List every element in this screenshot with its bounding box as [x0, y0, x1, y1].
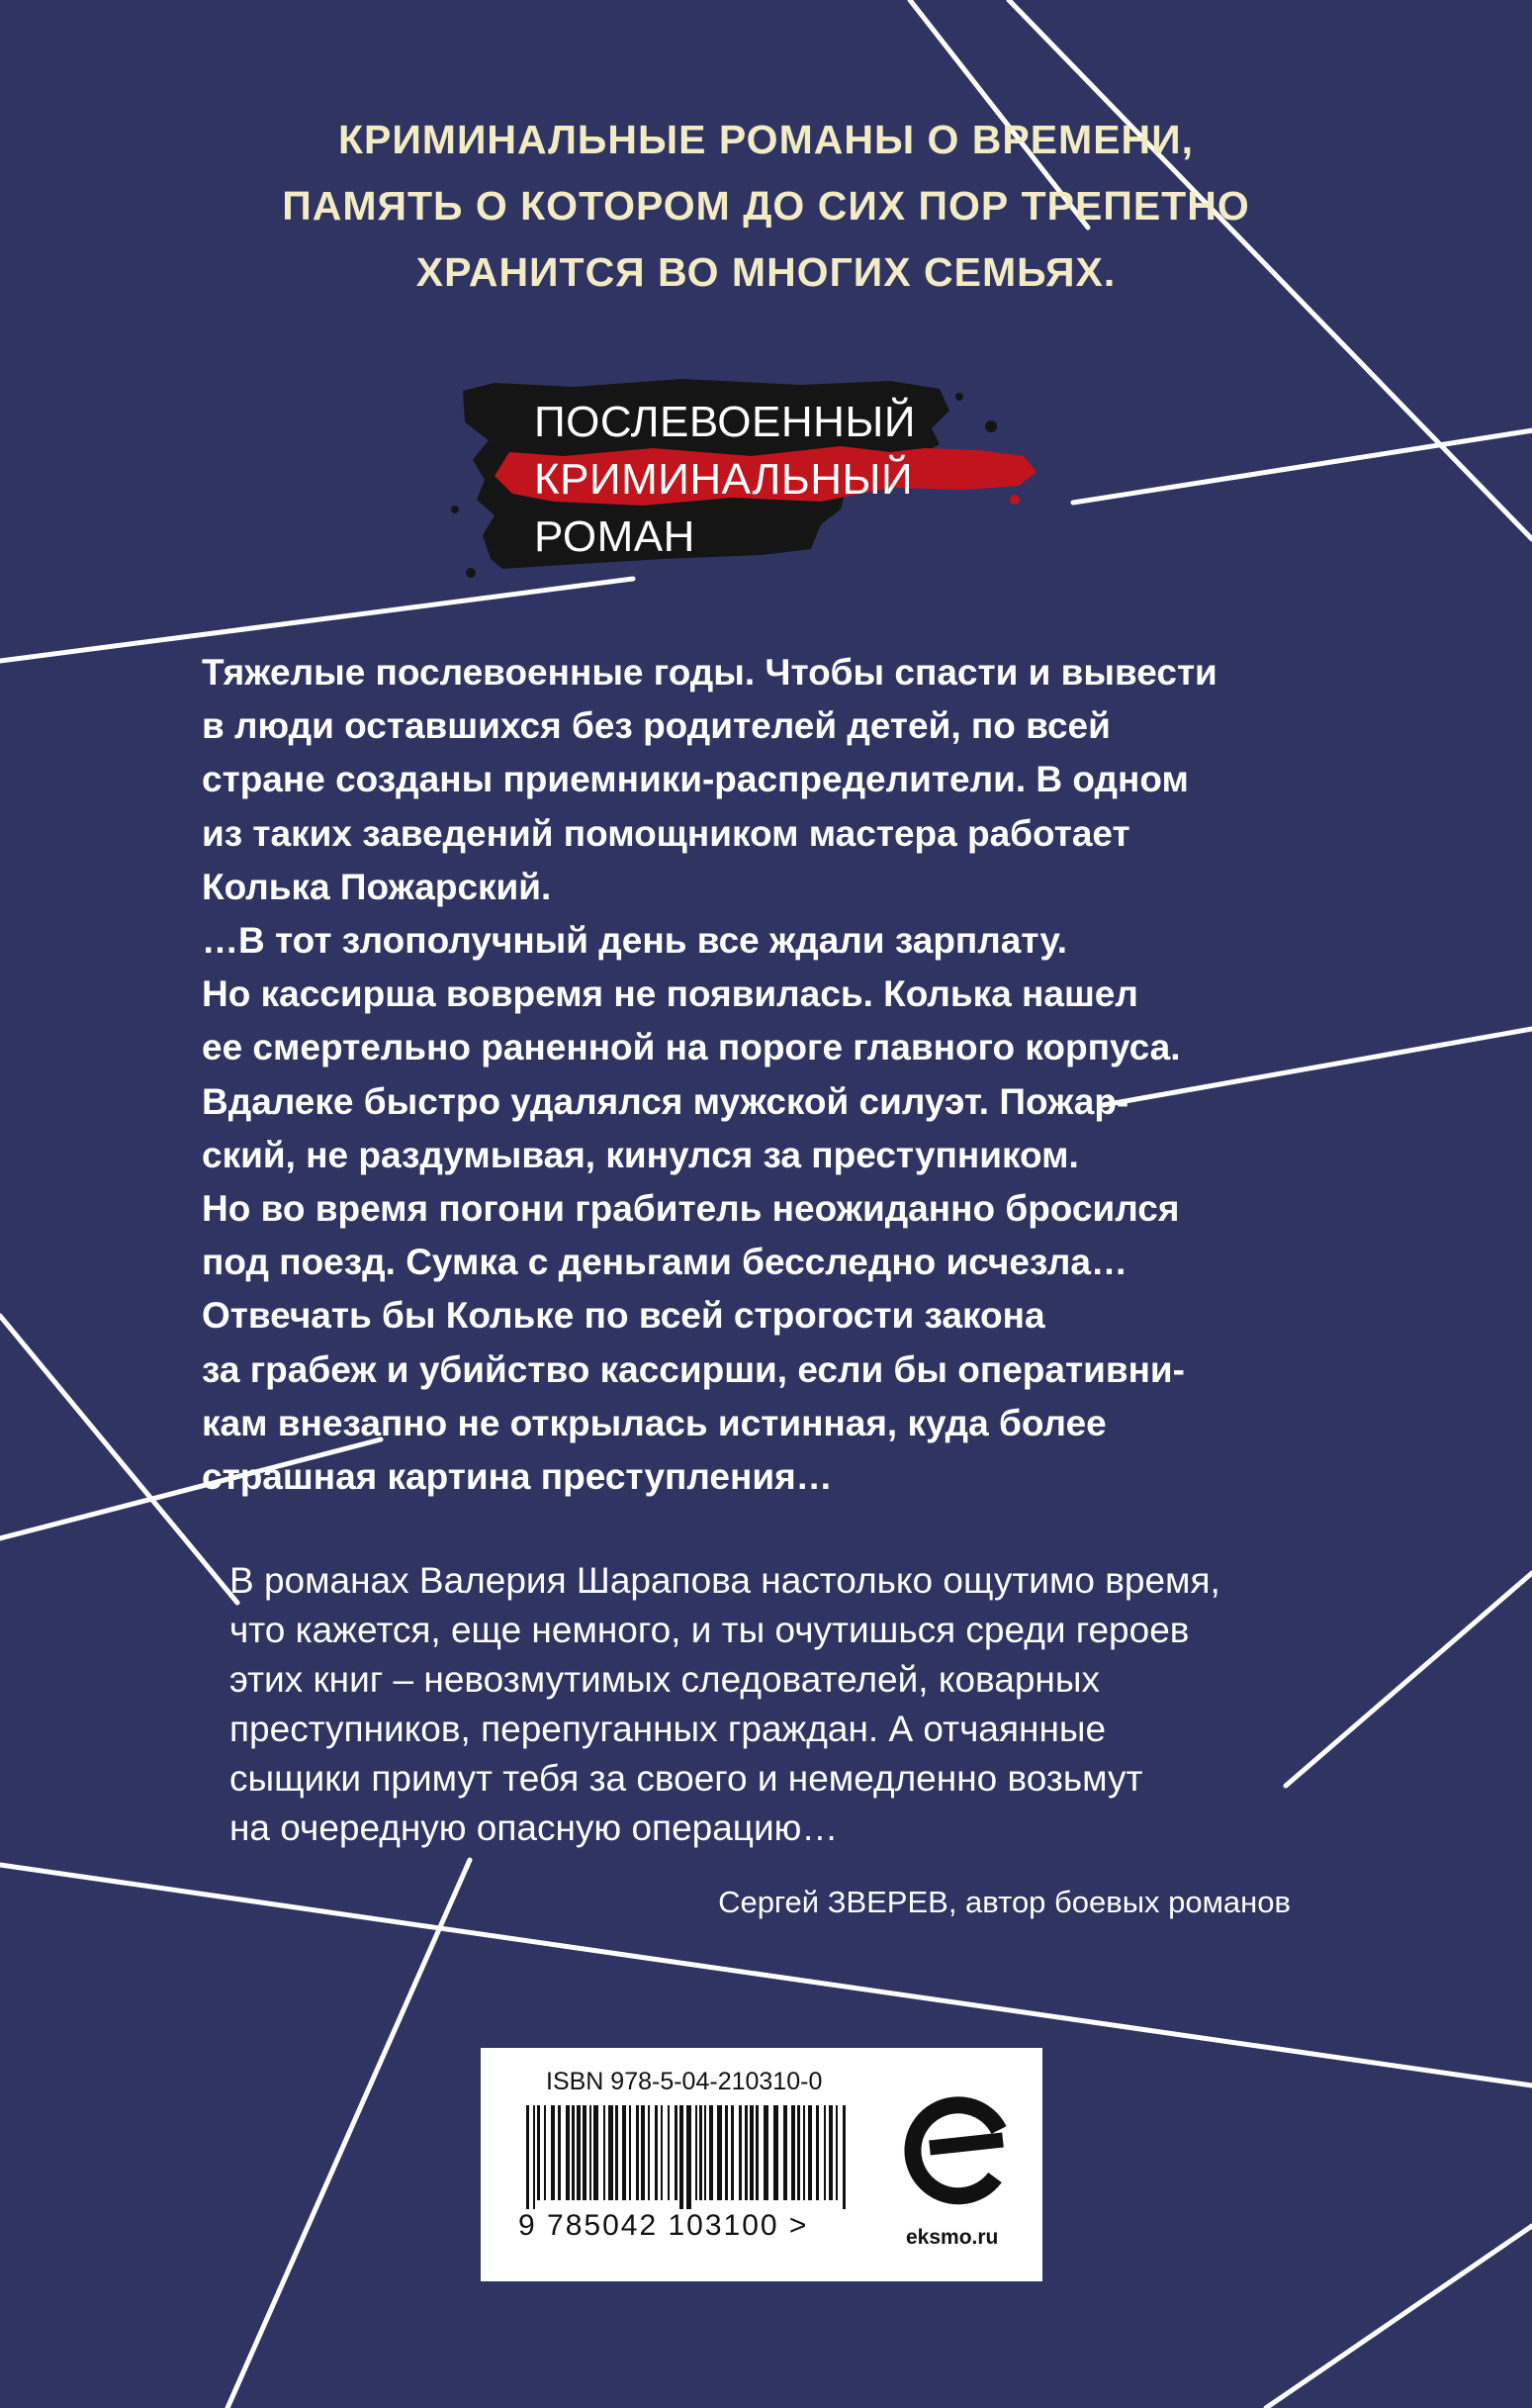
- tagline-line: КРИМИНАЛЬНЫЕ РОМАНЫ О ВРЕМЕНИ,: [337, 117, 1195, 162]
- synopsis-line: ский, не раздумывая, кинулся за преступником.: [202, 1134, 1079, 1175]
- barcode-bar: [836, 2105, 838, 2200]
- barcode-bar: [783, 2105, 787, 2200]
- barcode-bar: [655, 2105, 658, 2200]
- barcode-bar: [622, 2105, 626, 2200]
- barcode-bar: [686, 2105, 691, 2209]
- barcode-bar: [641, 2105, 645, 2200]
- barcode-bar: [750, 2105, 754, 2200]
- barcode-bar: [572, 2105, 575, 2200]
- quote-line: что кажется, еще немного, и ты очутишься среди героев: [229, 1610, 1190, 1650]
- synopsis-line: Но кассирша вовремя не появилась. Колька нашел: [202, 973, 1138, 1015]
- barcode-bar: [739, 2105, 742, 2200]
- publisher-site: eksmo.ru: [906, 2226, 999, 2249]
- barcode-bar: [589, 2105, 591, 2200]
- barcode-bar: [668, 2105, 670, 2200]
- barcode-bar: [551, 2105, 555, 2200]
- synopsis-line: Вдалеке быстро удалялся мужской силуэт. Пожар-: [202, 1080, 1129, 1122]
- barcode-bar: [829, 2105, 833, 2200]
- barcode-bar: [603, 2105, 605, 2200]
- barcode-bar: [731, 2105, 734, 2200]
- synopsis-line: из таких заведений помощником мастера работает: [202, 812, 1130, 854]
- synopsis-line: Колька Пожарский.: [202, 866, 552, 907]
- barcode-panel: [481, 2048, 1042, 2281]
- review-quote: [229, 1556, 1337, 1853]
- barcode-bar: [661, 2105, 663, 2200]
- barcode-bar: [608, 2105, 613, 2200]
- barcode-bar: [764, 2105, 768, 2200]
- synopsis-line: стране созданы приемники-распределители. В одном: [202, 759, 1189, 800]
- barcode-bar: [803, 2105, 805, 2200]
- barcode-bar: [843, 2105, 846, 2209]
- barcode-bar: [725, 2105, 728, 2200]
- barcode-bar: [704, 2105, 706, 2200]
- synopsis-line: ее смертельно раненной на пороге главного корпуса.: [202, 1027, 1181, 1068]
- barcode-bar: [679, 2105, 683, 2209]
- badge-line: КРИМИНАЛЬНЫЙ: [534, 455, 914, 504]
- barcode-bar: [526, 2105, 529, 2209]
- series-badge: [425, 361, 1058, 608]
- synopsis-line: страшная картина преступления…: [202, 1456, 833, 1498]
- synopsis-line: под поезд. Сумка с деньгами бесследно исчезла…: [202, 1242, 1127, 1283]
- barcode-bar: [791, 2105, 795, 2200]
- synopsis-line: Отвечать бы Кольке по всей строгости закона: [202, 1295, 1045, 1337]
- barcode-bar: [824, 2105, 826, 2200]
- barcode-bar: [533, 2105, 535, 2209]
- barcode-bar: [583, 2105, 586, 2200]
- quote-attribution: Сергей ЗВЕРЕВ, автор боевых романов: [718, 1885, 1291, 1919]
- barcode-bar: [648, 2105, 650, 2200]
- synopsis-line: за грабеж и убийство кассирши, если бы оперативни-: [202, 1348, 1185, 1390]
- tagline-line: ХРАНИТСЯ ВО МНОГИХ СЕМЬЯХ.: [415, 249, 1117, 295]
- synopsis-line: Но во время погони грабитель неожиданно бросился: [202, 1188, 1180, 1230]
- quote-line: сыщики примут тебя за своего и немедленно возьмут: [229, 1758, 1143, 1799]
- barcode-bar: [675, 2105, 677, 2200]
- synopsis-line: кам внезапно не открылась истинная, куда более: [202, 1402, 1107, 1443]
- quote-line: на очередную опасную операцию…: [229, 1807, 839, 1848]
- tagline: [0, 107, 1532, 306]
- barcode-digits: 9 785042 103100 >: [518, 2209, 809, 2242]
- barcode-bar: [577, 2105, 581, 2200]
- quote-line: этих книг – невозмутимых следователей, коварных: [229, 1659, 1100, 1700]
- barcode-bar: [709, 2105, 713, 2200]
- quote-line: В романах Валерия Шарапова настолько ощутимо время,: [229, 1560, 1220, 1601]
- barcode-bar: [745, 2105, 748, 2200]
- barcode-bar: [808, 2105, 812, 2200]
- synopsis-line: в люди оставшихся без родителей детей, по всей: [202, 705, 1111, 747]
- tagline-line: ПАМЯТЬ О КОТОРОМ ДО СИХ ПОР ТРЕПЕТНО: [282, 183, 1250, 229]
- barcode-bar: [816, 2105, 819, 2200]
- synopsis-line: …В тот злополучный день все ждали зарплату.: [202, 920, 1067, 962]
- badge-line: ПОСЛЕВОЕННЫЙ: [534, 398, 916, 446]
- eksmo-logo-icon: [900, 2083, 1019, 2211]
- isbn-label: ISBN 978-5-04-210310-0: [546, 2068, 823, 2095]
- barcode-bar: [695, 2105, 697, 2200]
- barcode-bar: [797, 2105, 800, 2200]
- barcode-bar: [566, 2105, 570, 2200]
- barcode-bar: [558, 2105, 561, 2200]
- synopsis-line: Тяжелые послевоенные годы. Чтобы спасти и вывести: [202, 652, 1217, 693]
- barcode-bar: [593, 2105, 598, 2200]
- barcode-bar: [756, 2105, 759, 2200]
- barcode-bar: [717, 2105, 722, 2200]
- barcode-bar: [615, 2105, 618, 2200]
- barcode-bar: [773, 2105, 778, 2200]
- barcode-bar: [544, 2105, 546, 2200]
- barcode-bar: [636, 2105, 639, 2200]
- badge-line: РОМАН: [534, 512, 695, 561]
- barcode-icon: [518, 2105, 859, 2209]
- barcode-bar: [629, 2105, 631, 2200]
- quote-line: преступников, перепуганных граждан. А отчаянные: [229, 1709, 1107, 1749]
- synopsis: [202, 646, 1369, 1504]
- barcode-bar: [537, 2105, 540, 2200]
- barcode-bar: [699, 2105, 702, 2200]
